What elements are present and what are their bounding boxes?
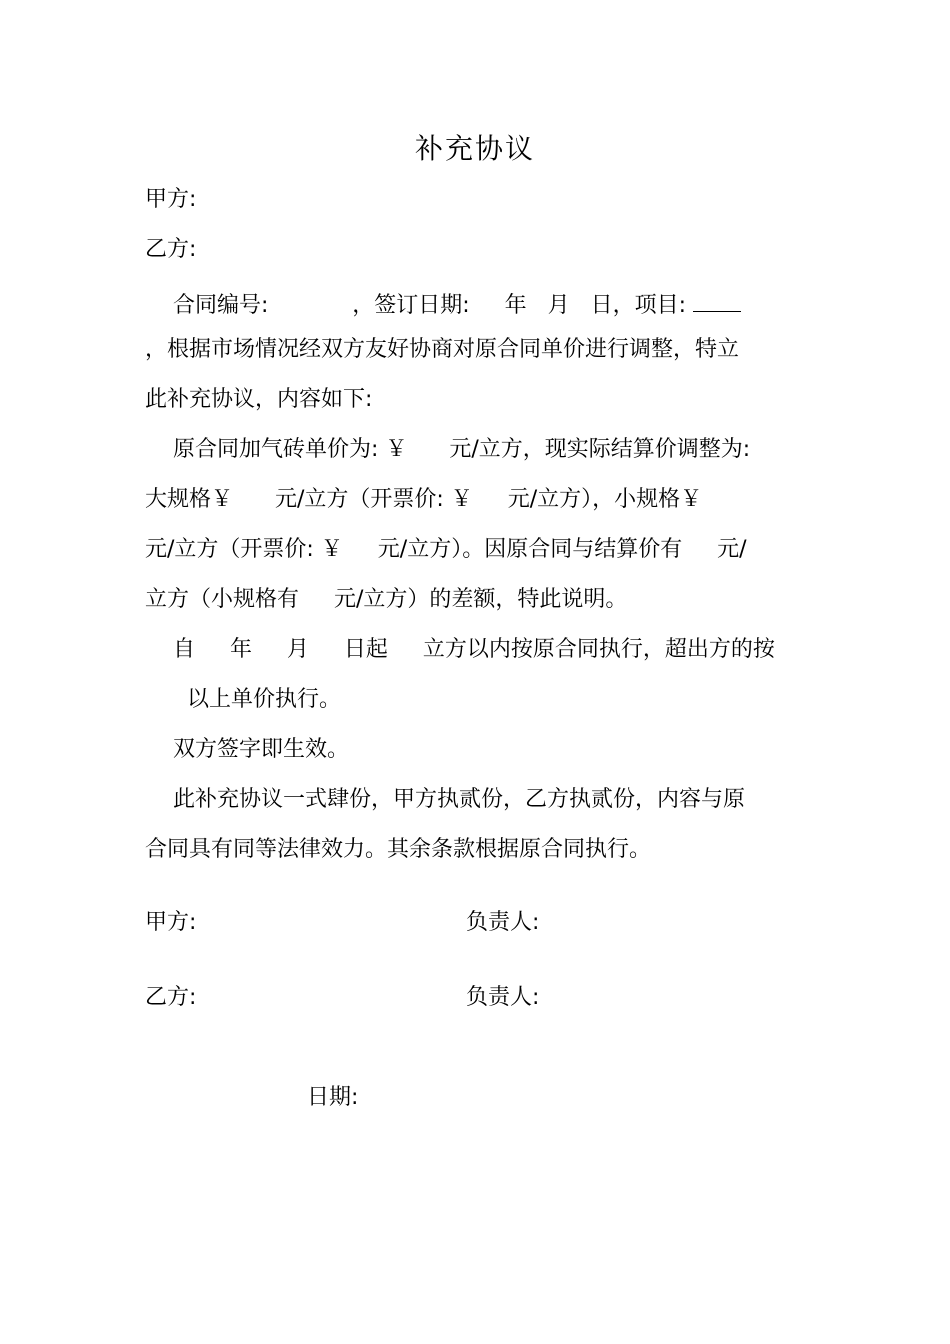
- paragraph-price-line-1: 原合同加气砖单价为: ￥ 元/立方，现实际结算价调整为:: [145, 437, 751, 462]
- paragraph-contract-info-line-1: [145, 285, 741, 321]
- signature-party-b-person: 负责人:: [466, 985, 540, 1010]
- header-party-b: 乙方:: [145, 237, 197, 262]
- paragraph-price-line-3: 元/立方（开票价: ￥ 元/立方）。因原合同与结算价有 元/: [145, 537, 747, 562]
- document-title: 补充协议: [414, 132, 535, 165]
- header-party-a: 甲方:: [145, 187, 197, 212]
- contract-info-text: 合同编号: ，签订日期: 年 月 日，项目:: [145, 293, 694, 318]
- signature-party-a-label: 甲方:: [145, 910, 197, 935]
- paragraph-price-line-4: 立方（小规格有 元/立方）的差额，特此说明。: [145, 587, 628, 612]
- paragraph-contract-info-line-2: ，根据市场情况经双方友好协商对原合同单价进行调整，特立: [145, 337, 740, 362]
- paragraph-execution-line-1: 自 年 月 日起 立方以内按原合同执行，超出方的按: [145, 637, 775, 662]
- paragraph-copies-line-1: 此补充协议一式肆份，甲方执贰份，乙方执贰份，内容与原: [145, 787, 745, 812]
- paragraph-effective: 双方签字即生效。: [145, 737, 349, 762]
- project-blank-underline: [693, 285, 741, 312]
- paragraph-copies-line-2: 合同具有同等法律效力。其余条款根据原合同执行。: [145, 837, 652, 862]
- paragraph-contract-info-line-3: 此补充协议，内容如下:: [145, 387, 373, 412]
- signature-party-b-label: 乙方:: [145, 985, 197, 1010]
- signature-party-a-person: 负责人:: [466, 910, 540, 935]
- paragraph-price-line-2: 大规格￥ 元/立方（开票价: ￥ 元/立方），小规格￥: [145, 487, 703, 512]
- signature-date-label: 日期:: [307, 1085, 359, 1110]
- paragraph-execution-line-2: 以上单价执行。: [145, 687, 341, 712]
